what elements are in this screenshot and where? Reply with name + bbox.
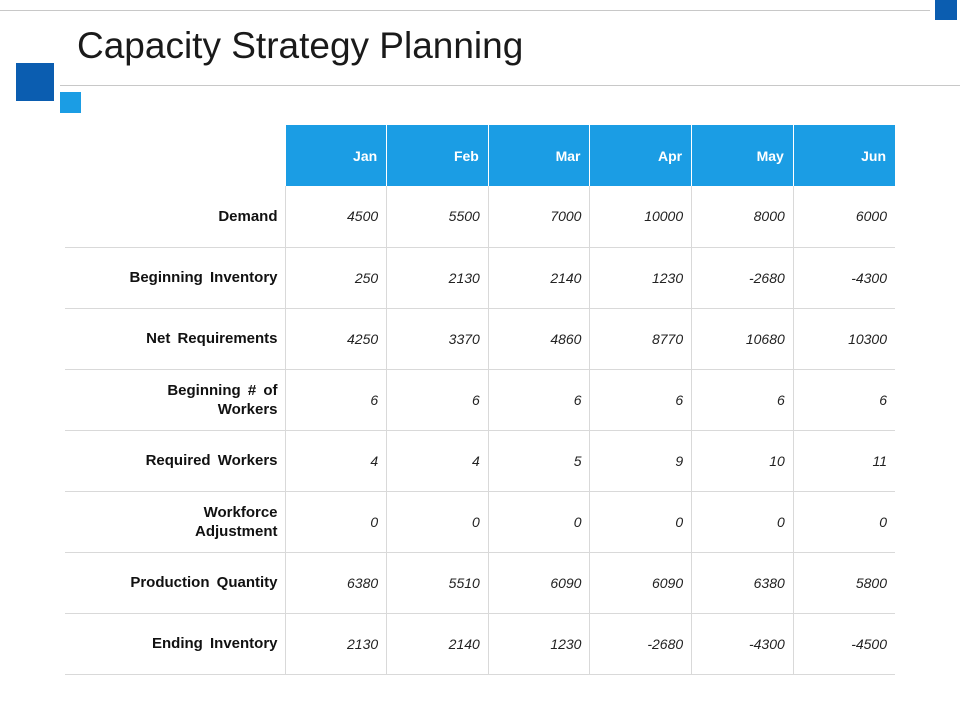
table-cell: 6 xyxy=(793,369,895,430)
month-header: Apr xyxy=(590,125,692,186)
table-cell: 4500 xyxy=(285,186,387,247)
table-cell: 2140 xyxy=(488,247,590,308)
month-header: Jun xyxy=(793,125,895,186)
table-cell: 5500 xyxy=(387,186,489,247)
table-cell: 11 xyxy=(793,430,895,491)
table-cell: 3370 xyxy=(387,308,489,369)
table-cell: -4300 xyxy=(692,613,794,674)
row-label-text: Production Quantity xyxy=(130,574,278,591)
table-cell: 0 xyxy=(387,491,489,552)
table-cell: -4300 xyxy=(793,247,895,308)
row-label xyxy=(65,186,285,247)
table-cell: 10300 xyxy=(793,308,895,369)
table-cell: 7000 xyxy=(488,186,590,247)
month-header: Feb xyxy=(387,125,489,186)
table-cell: -2680 xyxy=(692,247,794,308)
title-divider xyxy=(60,85,960,86)
table-cell: 4 xyxy=(387,430,489,491)
top-divider xyxy=(0,10,930,11)
table-cell: 6 xyxy=(590,369,692,430)
table-cell: 10 xyxy=(692,430,794,491)
table-cell: 5800 xyxy=(793,552,895,613)
table-cell: 8770 xyxy=(590,308,692,369)
table-cell: 6380 xyxy=(285,552,387,613)
table-cell: 6000 xyxy=(793,186,895,247)
table-cell: 0 xyxy=(590,491,692,552)
table-cell: 1230 xyxy=(488,613,590,674)
row-label-text: Net Requirements xyxy=(146,330,278,347)
row-label xyxy=(65,308,285,369)
header-corner-cell xyxy=(65,125,285,186)
table-cell: -4500 xyxy=(793,613,895,674)
table-cell: 0 xyxy=(793,491,895,552)
month-header: Mar xyxy=(488,125,590,186)
table-cell: 250 xyxy=(285,247,387,308)
table-row xyxy=(65,491,895,552)
table-cell: 6 xyxy=(692,369,794,430)
table-body xyxy=(65,186,895,674)
table-cell: 8000 xyxy=(692,186,794,247)
table-row xyxy=(65,613,895,674)
table-cell: 6090 xyxy=(488,552,590,613)
row-label xyxy=(65,247,285,308)
table-cell: 0 xyxy=(692,491,794,552)
row-label-text: Ending Inventory xyxy=(152,635,278,652)
table-cell: 0 xyxy=(488,491,590,552)
row-label xyxy=(65,552,285,613)
table-cell: 6 xyxy=(387,369,489,430)
decor-square-small xyxy=(60,92,81,113)
table-cell: 4860 xyxy=(488,308,590,369)
table-cell: 4 xyxy=(285,430,387,491)
row-label xyxy=(65,369,285,430)
row-label-text: Beginning Inventory xyxy=(129,269,278,286)
table-cell: 2140 xyxy=(387,613,489,674)
table-row xyxy=(65,308,895,369)
table-cell: 1230 xyxy=(590,247,692,308)
row-label xyxy=(65,430,285,491)
table-cell: 6 xyxy=(285,369,387,430)
row-label-text: Required Workers xyxy=(145,452,278,469)
table-header-row xyxy=(65,125,895,186)
table-cell: 10680 xyxy=(692,308,794,369)
row-label-text: Demand xyxy=(218,207,278,225)
table-cell: 5510 xyxy=(387,552,489,613)
table-cell: 5 xyxy=(488,430,590,491)
row-label-text: Beginning # of Workers xyxy=(167,381,278,418)
table-cell: 6 xyxy=(488,369,590,430)
month-header: May xyxy=(692,125,794,186)
month-header: Jan xyxy=(285,125,387,186)
row-label xyxy=(65,613,285,674)
table-row xyxy=(65,552,895,613)
table-cell: -2680 xyxy=(590,613,692,674)
table-row xyxy=(65,247,895,308)
capacity-table xyxy=(65,125,895,675)
corner-accent-square xyxy=(935,0,957,20)
table-cell: 0 xyxy=(285,491,387,552)
table-cell: 6380 xyxy=(692,552,794,613)
decor-square-large xyxy=(16,63,54,101)
table-cell: 9 xyxy=(590,430,692,491)
table-row xyxy=(65,186,895,247)
table-cell: 6090 xyxy=(590,552,692,613)
row-label-text: Workforce Adjustment xyxy=(195,503,278,540)
table-row xyxy=(65,369,895,430)
table-row xyxy=(65,430,895,491)
table-cell: 4250 xyxy=(285,308,387,369)
table-cell: 2130 xyxy=(387,247,489,308)
table-cell: 10000 xyxy=(590,186,692,247)
row-label xyxy=(65,491,285,552)
page-title: Capacity Strategy Planning xyxy=(77,25,524,66)
table-cell: 2130 xyxy=(285,613,387,674)
